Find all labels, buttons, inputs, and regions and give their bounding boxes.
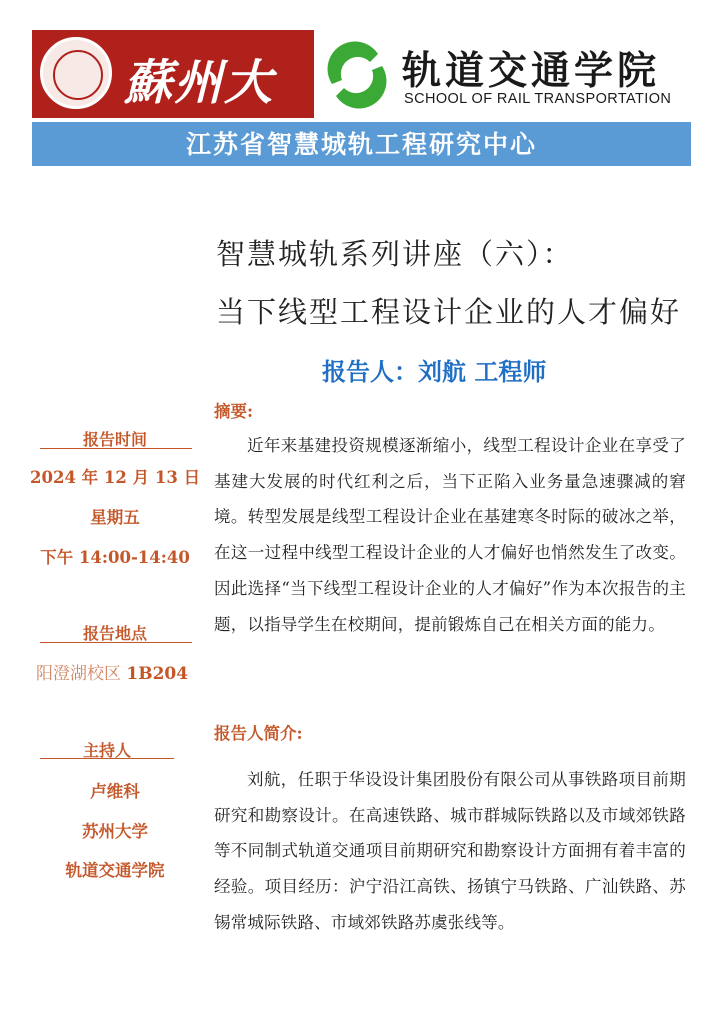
university-seal-icon <box>40 37 112 109</box>
bio-text: 刘航，任职于华设设计集团股份有限公司从事铁路项目前期研究和勘察设计。在高速铁路、城市群城际铁路以及市域郊铁路等不同制式轨道交通项目前期研究和勘察设计方面拥有着丰富的经验。项目经历：沪宁沿江高铁、扬镇宁马铁路、广汕铁路、苏锡常城际铁路、市域郊铁路苏虞张线等。 <box>214 770 686 932</box>
soochow-university-logo <box>32 30 314 118</box>
divider <box>40 642 192 643</box>
research-center-banner: 江苏省智慧城轨工程研究中心 <box>32 122 691 166</box>
location-heading: 报告地点 <box>82 624 147 643</box>
abstract-text: 近年来基建投资规模逐渐缩小，线型工程设计企业在享受了基建大发展的时代红利之后，当下正陷入业务量急速骤减的窘境。转型发展是线型工程设计企业在基建寒冬时际的破冰之举，在这一过程中线型工程设计企业的人才偏好也悄然发生了改变。因此选择“当下线型工程设计企业的人才偏好”作为本次报告的主题，以指导学生在校期间，提前锻炼自己在相关方面的能力。 <box>214 436 686 634</box>
school-name-english: SCHOOL OF RAIL TRANSPORTATION <box>404 91 672 107</box>
host-name: 卢维科 <box>90 782 140 801</box>
bio-heading: 报告人简介: <box>214 724 303 743</box>
location-room: 1B204 <box>126 664 189 684</box>
abstract-heading: 摘要: <box>214 402 254 421</box>
host-university: 苏州大学 <box>82 822 148 841</box>
speaker-line: 报告人：刘航 工程师 <box>322 358 547 386</box>
university-logo-text: 蘇州大 <box>124 55 275 111</box>
series-title: 智慧城轨系列讲座（六）： <box>216 237 574 271</box>
lecture-topic: 当下线型工程设计企业的人才偏好 <box>216 295 682 329</box>
host-heading: 主持人 <box>82 741 131 760</box>
rail-school-emblem-icon <box>322 40 392 110</box>
host-school: 轨道交通学院 <box>65 861 165 880</box>
divider <box>40 758 174 759</box>
time-heading: 报告时间 <box>82 430 147 449</box>
lecture-time: 下午 14:00-14:40 <box>40 548 190 567</box>
lecture-date: 2024 年 12 月 13 日 <box>30 468 201 487</box>
lecture-location <box>36 659 188 684</box>
school-name: 轨道交通学院 <box>402 49 661 94</box>
lecture-weekday: 星期五 <box>90 508 140 527</box>
location-campus: 阳澄湖校区 <box>36 664 121 684</box>
divider <box>40 448 192 449</box>
